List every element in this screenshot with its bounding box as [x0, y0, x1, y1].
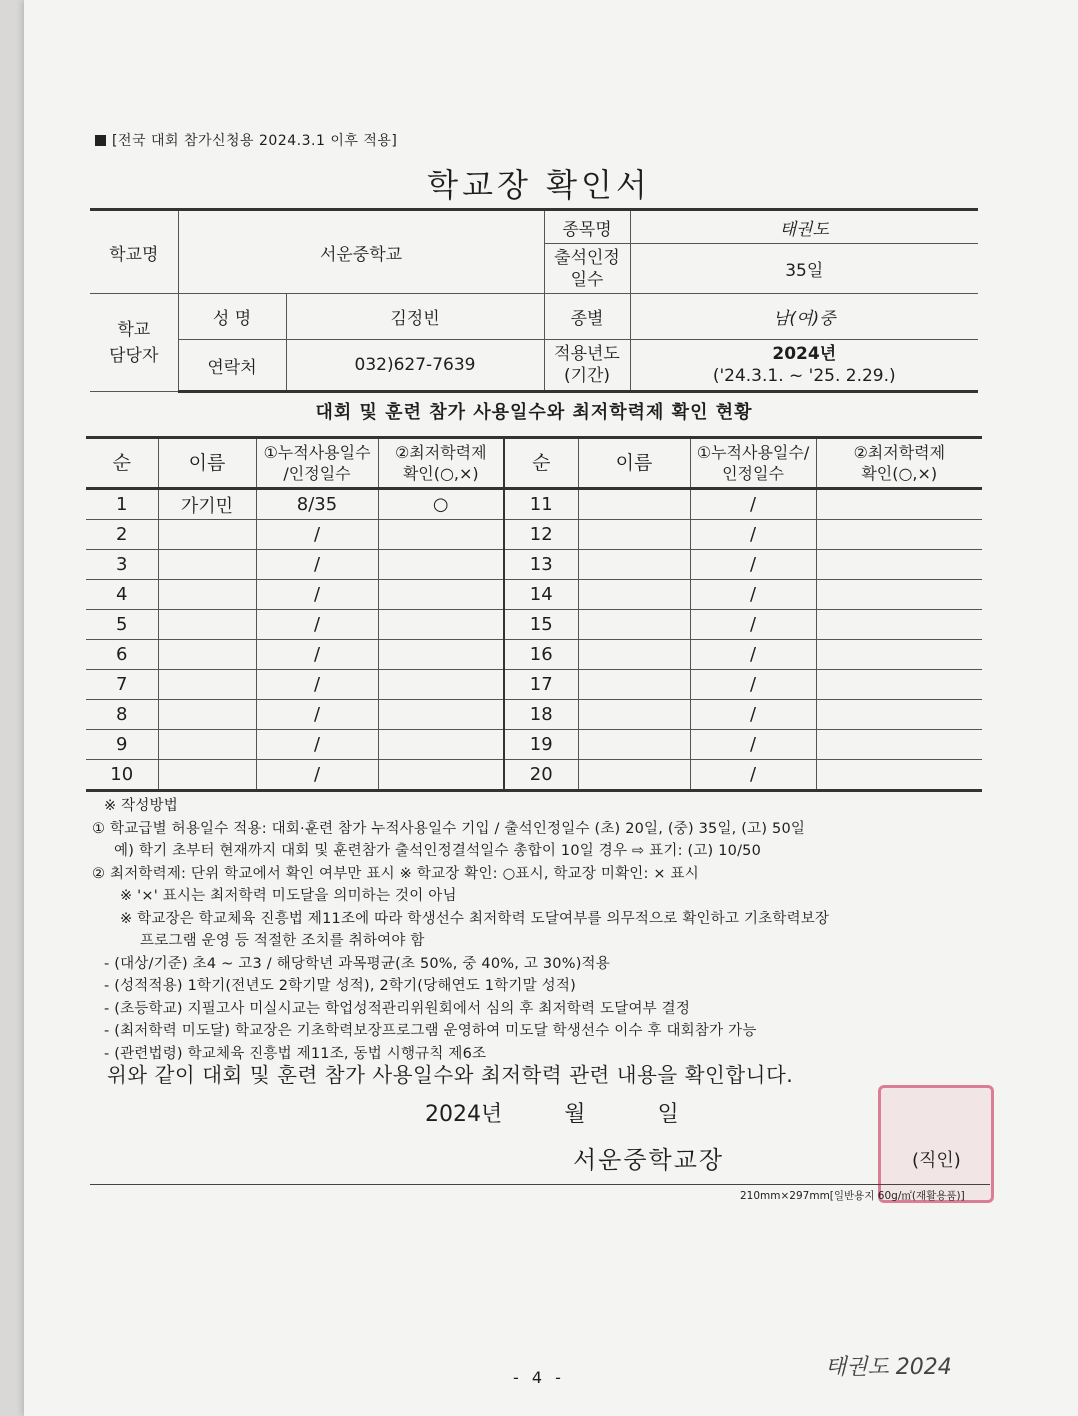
row-check-right	[816, 760, 982, 791]
page-number: - 4 -	[513, 1368, 565, 1387]
table-row	[86, 760, 982, 791]
instruction-line: ※ '×' 표시는 최저학력 미도달을 의미하는 것이 아님	[120, 888, 457, 904]
row-check-left	[378, 670, 504, 700]
instruction-line: 프로그램 운영 등 적절한 조치를 취하여야 함	[140, 933, 425, 949]
header-days-left	[256, 438, 378, 489]
attendance-table	[86, 436, 982, 792]
contact-label	[90, 294, 178, 392]
row-name-left	[158, 610, 256, 640]
row-check-left	[378, 760, 504, 791]
row-days-left: /	[256, 670, 378, 700]
row-name-right	[578, 610, 690, 640]
row-check-right	[816, 610, 982, 640]
row-number-right: 16	[504, 640, 578, 670]
category-value: 남(여)중	[630, 294, 978, 340]
row-check-right	[816, 489, 982, 520]
date-day: 일	[657, 1102, 679, 1127]
row-name-left	[158, 640, 256, 670]
row-check-left	[378, 610, 504, 640]
row-number-right: 17	[504, 670, 578, 700]
year-label-line2: (기간)	[563, 366, 611, 386]
table-row	[86, 520, 982, 550]
row-number-left: 8	[86, 700, 158, 730]
phone-value: 032)627-7639	[286, 340, 544, 392]
row-name-left: 가기민	[158, 489, 256, 520]
header-note-text: [전국 대회 참가신청용 2024.3.1 이후 적용]	[112, 133, 398, 149]
row-number-left: 7	[86, 670, 158, 700]
name-label: 성 명	[178, 294, 286, 340]
category-label: 종별	[544, 294, 630, 340]
table-row	[86, 730, 982, 760]
header-check-left	[378, 438, 504, 489]
contact-label-line2: 담당자	[109, 345, 159, 366]
row-check-right	[816, 520, 982, 550]
row-number-left: 4	[86, 580, 158, 610]
row-name-right	[578, 640, 690, 670]
header-days-left-l1: ①누적사용일수	[263, 443, 371, 462]
row-name-left	[158, 700, 256, 730]
row-check-left	[378, 550, 504, 580]
row-number-left: 10	[86, 760, 158, 791]
row-days-right: /	[690, 730, 816, 760]
principal-name: 서운중학교장	[573, 1146, 725, 1174]
row-days-left: /	[256, 520, 378, 550]
row-number-left: 1	[86, 489, 158, 520]
row-days-right: /	[690, 760, 816, 791]
header-name-right: 이름	[578, 438, 690, 489]
row-check-left	[378, 640, 504, 670]
table-row	[86, 670, 982, 700]
row-check-left: ○	[378, 489, 504, 520]
document-title: 학교장 확인서	[427, 166, 651, 204]
row-days-left: 8/35	[256, 489, 378, 520]
instruction-line: ※ 작성방법	[104, 798, 178, 814]
row-check-left	[378, 700, 504, 730]
row-number-right: 18	[504, 700, 578, 730]
row-number-left: 9	[86, 730, 158, 760]
header-no-left: 순	[86, 438, 158, 489]
row-number-right: 20	[504, 760, 578, 791]
row-name-right	[578, 760, 690, 791]
header-days-right-l2: 인정일수	[722, 464, 784, 483]
date-line	[425, 1097, 679, 1128]
row-name-right	[578, 700, 690, 730]
row-number-left: 6	[86, 640, 158, 670]
row-days-right: /	[690, 610, 816, 640]
row-number-left: 2	[86, 520, 158, 550]
row-check-right	[816, 550, 982, 580]
instruction-line: ② 최저학력제: 단위 학교에서 확인 여부만 표시 ※ 학교장 확인: ○표시, 학교장 미확인: × 표시	[92, 865, 699, 882]
writing-instructions	[92, 795, 972, 1065]
row-days-right: /	[690, 550, 816, 580]
event-label: 종목명	[544, 210, 630, 244]
contact-label-line1: 학교	[117, 319, 151, 340]
instruction-line: ※ 학교장은 학교체육 진흥법 제11조에 따라 학생선수 최저학력 도달여부를 의무적으로 확인하고 기초학력보장	[120, 910, 830, 927]
row-check-right	[816, 670, 982, 700]
instruction-line: 예) 학기 초부터 현재까지 대회 및 훈련참가 출석인정결석일수 총합이 10일 경우 ⇨ 표기: (고) 10/50	[114, 843, 762, 859]
row-days-right: /	[690, 670, 816, 700]
row-days-right: /	[690, 520, 816, 550]
header-check-right-l2: 확인(○,×)	[861, 464, 938, 483]
row-name-left	[158, 760, 256, 791]
header-days-right-l1: ①누적사용일수/	[696, 443, 810, 462]
row-days-left: /	[256, 760, 378, 791]
row-check-right	[816, 640, 982, 670]
row-check-left	[378, 580, 504, 610]
instruction-line: - (대상/기준) 초4 ~ 고3 / 해당학년 과목평균(초 50%, 중 40%, 고 30%)적용	[104, 955, 610, 972]
period-text: ('24.3.1. ~ '25. 2.29.)	[712, 366, 896, 386]
table-row	[86, 700, 982, 730]
phone-label: 연락처	[178, 340, 286, 392]
row-name-left	[158, 580, 256, 610]
table-row	[86, 489, 982, 520]
date-month: 월	[564, 1102, 586, 1127]
row-number-left: 5	[86, 610, 158, 640]
table-row	[86, 610, 982, 640]
instruction-line: - (초등학교) 지필고사 미실시교는 학업성적관리위원회에서 심의 후 최저학력 도달여부 결정	[104, 1000, 691, 1017]
row-name-right	[578, 520, 690, 550]
row-number-left: 3	[86, 550, 158, 580]
footer-divider	[90, 1184, 990, 1185]
header-no-right: 순	[504, 438, 578, 489]
row-days-right: /	[690, 580, 816, 610]
instruction-line: ① 학교급별 허용일수 적용: 대회·훈련 참가 누적사용일수 기입 / 출석인정일수 (초) 20일, (중) 35일, (고) 50일	[92, 820, 806, 837]
row-name-right	[578, 550, 690, 580]
header-check-right-l1: ②최저학력제	[853, 443, 946, 462]
school-name-label: 학교명	[90, 210, 178, 294]
table-row	[86, 550, 982, 580]
row-check-left	[378, 520, 504, 550]
seal-label: (직인)	[912, 1150, 961, 1171]
table-row	[86, 580, 982, 610]
row-name-right	[578, 670, 690, 700]
instruction-line: - (성적적용) 1학기(전년도 2학기말 성적), 2학기(당해연도 1학기말 성적)	[104, 978, 576, 994]
row-name-left	[158, 730, 256, 760]
header-check-left-l2: 확인(○,×)	[402, 464, 479, 483]
year-label-line1: 적용년도	[554, 344, 620, 364]
row-name-right	[578, 489, 690, 520]
instruction-line: - (최저학력 미도달) 학교장은 기초학력보장프로그램 운영하여 미도달 학생선수 이수 후 대회참가 가능	[104, 1023, 757, 1039]
year-label	[544, 340, 630, 392]
row-number-right: 12	[504, 520, 578, 550]
row-days-left: /	[256, 730, 378, 760]
row-name-left	[158, 550, 256, 580]
row-number-right: 14	[504, 580, 578, 610]
header-days-right	[690, 438, 816, 489]
handwritten-note: 태권도 2024	[825, 1355, 952, 1380]
school-name: 서운중학교	[178, 210, 544, 294]
row-check-right	[816, 700, 982, 730]
row-name-right	[578, 730, 690, 760]
paper-spec: 210mm×297mm[일반용지 60g/㎡(재활용품)]	[740, 1190, 965, 1202]
confirmation-statement: 위와 같이 대회 및 훈련 참가 사용일수와 최저학력 관련 내용을 확인합니다.	[107, 1063, 794, 1087]
instruction-line: - (관련법령) 학교체육 진흥법 제11조, 동법 시행규칙 제6조	[104, 1045, 487, 1062]
event-value: 태권도	[630, 210, 978, 244]
header-note	[95, 130, 397, 150]
row-check-right	[816, 730, 982, 760]
row-days-left: /	[256, 610, 378, 640]
year-text: 2024년	[772, 344, 837, 364]
name-value: 김정빈	[286, 294, 544, 340]
row-name-right	[578, 580, 690, 610]
row-days-left: /	[256, 640, 378, 670]
official-seal-stamp	[878, 1085, 994, 1203]
row-number-right: 19	[504, 730, 578, 760]
header-check-left-l1: ②최저학력제	[394, 443, 487, 462]
row-check-right	[816, 580, 982, 610]
row-number-right: 11	[504, 489, 578, 520]
row-number-right: 15	[504, 610, 578, 640]
header-check-right	[816, 438, 982, 489]
header-days-left-l2: /인정일수	[283, 464, 351, 483]
row-name-left	[158, 520, 256, 550]
attendance-value: 35일	[630, 244, 978, 294]
row-check-left	[378, 730, 504, 760]
info-table	[90, 208, 978, 393]
attendance-rows	[86, 489, 982, 791]
row-name-left	[158, 670, 256, 700]
row-days-right: /	[690, 700, 816, 730]
attendance-label: 출석인정 일수	[544, 244, 630, 294]
row-days-left: /	[256, 550, 378, 580]
row-days-left: /	[256, 580, 378, 610]
square-bullet-icon	[95, 135, 106, 146]
header-name-left: 이름	[158, 438, 256, 489]
row-number-right: 13	[504, 550, 578, 580]
row-days-right: /	[690, 489, 816, 520]
row-days-right: /	[690, 640, 816, 670]
table-row	[86, 640, 982, 670]
date-year: 2024년	[425, 1102, 503, 1127]
year-value	[630, 340, 978, 392]
status-title: 대회 및 훈련 참가 사용일수와 최저학력제 확인 현황	[315, 402, 753, 423]
row-days-left: /	[256, 700, 378, 730]
